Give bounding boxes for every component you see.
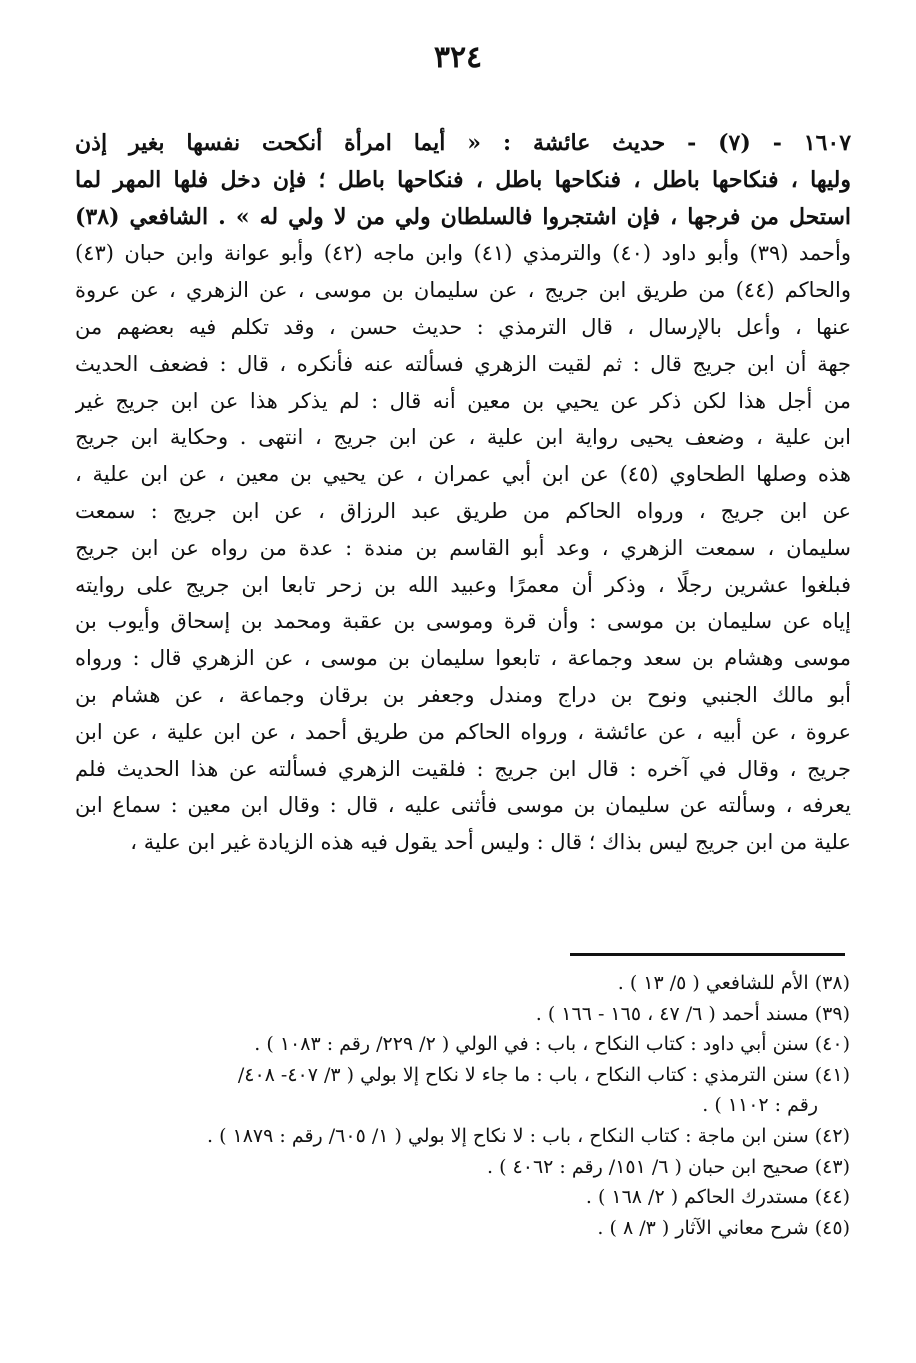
text-line: ابن علية ، وضعف يحيى رواية ابن علية ، عن ابن جريج ، انتهى . وحكاية ابن جريج: [75, 425, 851, 450]
footnote: (٤٥) شرح معاني الآثار ( ٣/ ٨ ) .: [597, 1216, 850, 1239]
footnote: (٤٠) سنن أبي داود : كتاب النكاح ، باب : في الولي ( ٢/ ٢٢٩/ رقم : ١٠٨٣ ) .: [254, 1033, 850, 1056]
text-line: علية من ابن جريج ليس بذاك ؛ قال : وليس أحد يقول فيه هذه الزيادة غير ابن علية ،: [130, 830, 851, 855]
footnote: (٣٩) مسند أحمد ( ٦/ ٤٧ ، ١٦٥ - ١٦٦ ) .: [535, 1002, 850, 1025]
footnote: (٤١) سنن الترمذي : كتاب النكاح ، باب : ما جاء لا نكاح إلا بولي ( ٣/ ٤٠٧- ٤٠٨/: [237, 1063, 850, 1086]
text-line: استحل من فرجها ، فإن اشتجروا فالسلطان ولي من لا ولي له » . الشافعي (٣٨): [75, 203, 851, 230]
text-line: عروة ، عن أبيه ، عن عائشة ، ورواه الحاكم من طريق أحمد ، عن ابن علية ، عن ابن: [75, 719, 851, 744]
text-line: جريج ، وقال في آخره : قال ابن جريج : فلقيت الزهري فسألته عن هذا الحديث فلم: [75, 756, 851, 781]
text-line: هذه وصلها الطحاوي (٤٥) عن ابن أبي عمران ، عن يحيي بن معين ، عن ابن علية ،: [75, 462, 851, 487]
text-line: إياه عن سليمان بن موسى : وأن قرة وموسى بن عقبة ومحمد بن إسحاق وأيوب بن: [75, 609, 851, 634]
text-line: من أجل هذا لكن ذكر عن يحيي بن معين أنه قال : لم يذكر هذا عن ابن جريج غير: [75, 388, 851, 413]
text-line: ١٦٠٧ - (٧) - حديث عائشة : « أيما امرأة أنكحت نفسها بغير إذن: [75, 130, 851, 156]
footnote: (٤٣) صحيح ابن حبان ( ٦/ ١٥١/ رقم : ٤٠٦٢ ) .: [487, 1155, 850, 1178]
page-number: ٣٢٤: [433, 40, 483, 75]
footnote: (٣٨) الأم للشافعي ( ٥/ ١٣ ) .: [617, 972, 850, 994]
text-line: وليها ، فنكاحها باطل ، فنكاحها باطل ، فنكاحها باطل ؛ فإن دخل فلها المهر لما: [75, 166, 851, 193]
text-line: أبو مالك الجنبي ونوح بن دراج ومندل وجعفر بن برقان وجماعة ، عن هشام بن: [75, 682, 851, 707]
footnote: (٤٤) مستدرك الحاكم ( ٢/ ١٦٨ ) .: [585, 1186, 850, 1209]
text-line: وأحمد (٣٩) وأبو داود (٤٠) والترمذي (٤١) وابن ماجه (٤٢) وأبو عوانة وابن حبان (٤٣): [75, 241, 851, 266]
text-line: موسى وهشام بن سعد وجماعة ، تابعوا سليمان بن موسى ، عن الزهري قال : ورواه: [75, 646, 851, 671]
text-line: عنها ، وأعل بالإرسال ، قال الترمذي : حديث حسن ، وقد تكلم فيه بعضهم من: [75, 314, 851, 339]
text-line: والحاكم (٤٤) من طريق ابن جريج ، عن سليمان بن موسى ، عن الزهري ، عن عروة: [75, 278, 851, 303]
footnote-divider: [570, 953, 845, 956]
text-line: فبلغوا عشرين رجلًا ، وذكر أن معمرًا وعبيد الله بن زحر تابعا ابن جريج على روايته: [75, 572, 851, 597]
footnotes: [70, 968, 850, 1243]
text-line: سليمان ، سمعت الزهري ، وعد أبو القاسم بن مندة : عدة من رواه عن ابن جريج: [75, 535, 851, 560]
footnote-continuation: رقم : ١١٠٢ ) .: [702, 1094, 818, 1117]
footnote: (٤٢) سنن ابن ماجة : كتاب النكاح ، باب : لا نكاح إلا بولي ( ١/ ٦٠٥/ رقم : ١٨٧٩ ) .: [206, 1124, 850, 1147]
text-line: عن ابن جريج ، ورواه الحاكم من طريق عبد الرزاق ، عن ابن جريج : سمعت: [75, 498, 851, 523]
text-line: جهة أن ابن جريج قال : ثم لقيت الزهري فسألته عنه فأنكره ، قال : فضعف الحديث: [75, 351, 851, 376]
main-text: [75, 125, 851, 861]
text-line: يعرفه ، وسألته عن سليمان بن موسى فأثنى عليه ، قال : وقال ابن معين : سماع ابن: [75, 793, 851, 818]
